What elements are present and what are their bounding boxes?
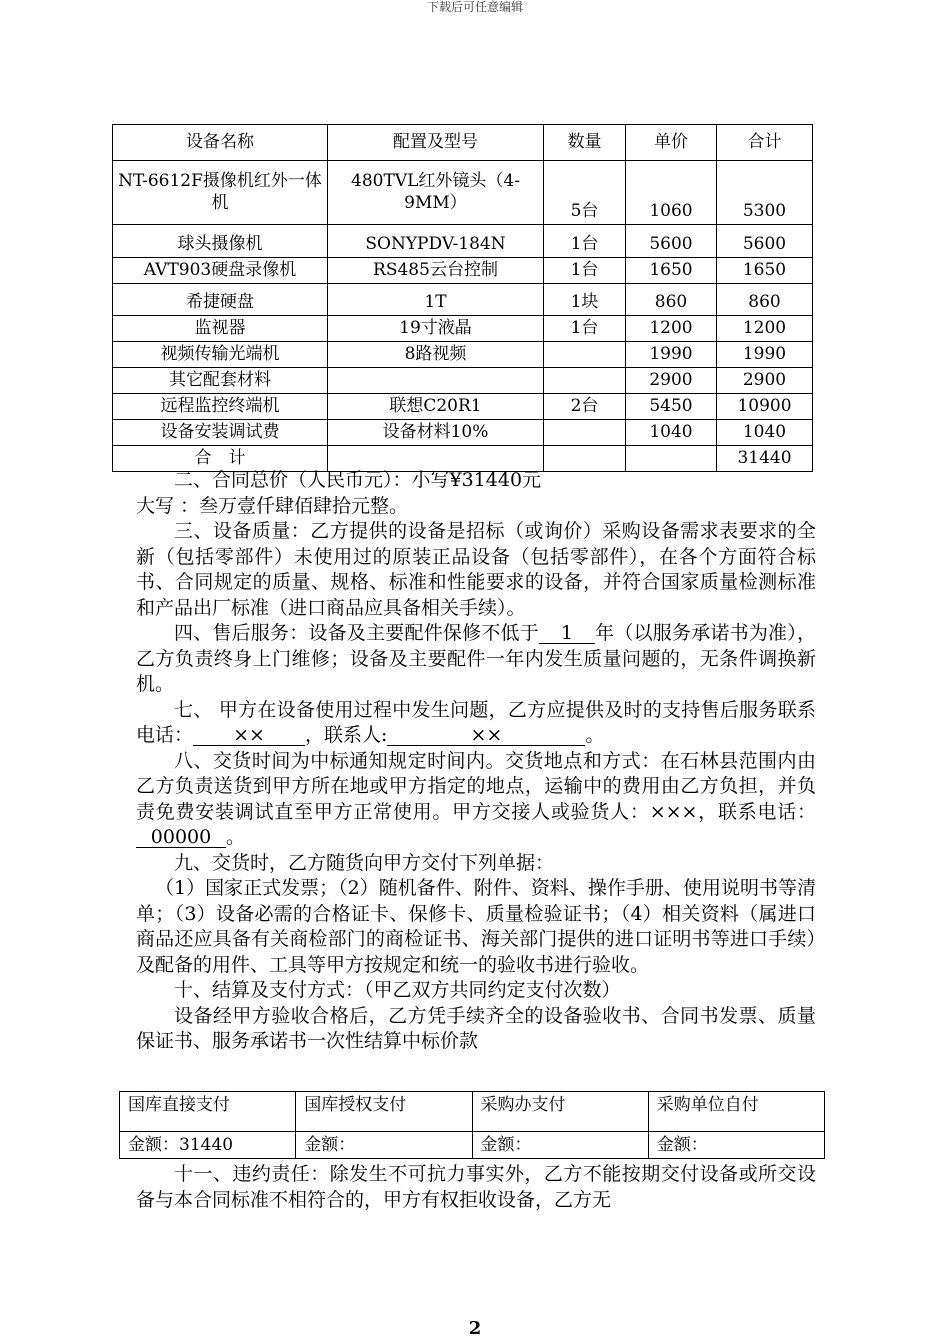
section-8-delivery [136, 749, 816, 851]
table-cell: 860 [626, 284, 717, 316]
table-cell: 10900 [717, 394, 813, 420]
payment-header-cell: 国库直接支付 [120, 1092, 296, 1132]
table-cell: 视频传输光端机 [113, 342, 328, 368]
contract-body-tail [136, 1162, 816, 1213]
table-cell: 5600 [626, 225, 717, 258]
section-9-title: 九、交货时，乙方随货向甲方交付下列单据： [174, 851, 555, 874]
section-10-body: 设备经甲方验收合格后，乙方凭手续齐全的设备验收书、合同书发票、质量保证书、服务承诺书一次性结算中标价款 [136, 1004, 816, 1052]
payment-header-cell: 采购办支付 [472, 1092, 648, 1132]
table-cell: 设备安装调试费 [113, 420, 328, 446]
section-3-quality: 三、设备质量：乙方提供的设备是招标（或询价）采购设备需求表要求的全新（包括零部件）未使用过的原装正品设备（包括零部件），在各个方面符合标书、合同规定的质量、规格、标准和性能要求的设备，并符合国家质量检测标准和产品出厂标准（进口商品应具备相关手续）。 [136, 520, 816, 619]
table-row [113, 420, 813, 446]
table-cell: 860 [717, 284, 813, 316]
section-4-service [136, 621, 816, 698]
section-11-liability: 十一、违约责任：除发生不可抗力事实外，乙方不能按期交付设备或所交设备与本合同标准不相符合的，甲方有权拒收设备，乙方无 [136, 1163, 816, 1211]
table-cell: 5600 [717, 225, 813, 258]
table-cell: 19寸液晶 [328, 316, 544, 342]
payment-amount-cell: 金额： [648, 1132, 824, 1159]
table-cell: 1990 [717, 342, 813, 368]
section-8-text-a: 八、交货时间为中标通知规定时间内。交货地点和方式：在石林县范围内由乙方负责送货到甲方所在地或甲方指定的地点，运输中的费用由乙方负担，并负责免费安装调试直至甲方正常使用。甲方交接人或验货人：×××，联系电话： [136, 749, 816, 823]
table-cell: 5300 [717, 161, 813, 225]
table-row [113, 161, 813, 225]
table-header-cell: 配置及型号 [328, 125, 544, 161]
table-cell: 1200 [717, 316, 813, 342]
section-7-text-b: ，联系人: [305, 724, 388, 746]
table-header-cell: 单价 [626, 125, 717, 161]
table-cell: 5台 [544, 161, 626, 225]
table-cell: 1T [328, 284, 544, 316]
table-cell: 球头摄像机 [113, 225, 328, 258]
table-cell: SONYPDV-184N [328, 225, 544, 258]
table-cell: 1台 [544, 225, 626, 258]
section-4-text-b: 年（以服务承诺书为准），乙方负责终身上门维修；设备及主要配件一年内发生质量问题的，无条件调换新机。 [136, 622, 816, 695]
table-cell: 1块 [544, 284, 626, 316]
table-cell: 1台 [544, 316, 626, 342]
table-cell: 监视器 [113, 316, 328, 342]
table-header-row [113, 125, 813, 161]
table-cell [544, 342, 626, 368]
table-cell: 合 计 [113, 446, 328, 472]
payment-amount-row [120, 1132, 825, 1159]
payment-amount-cell: 金额： [472, 1132, 648, 1159]
table-row [113, 342, 813, 368]
section-10-title: 十、结算及支付方式：（甲乙双方共同约定支付次数） [174, 979, 621, 1001]
table-cell: 希捷硬盘 [113, 284, 328, 316]
table-cell: 远程监控终端机 [113, 394, 328, 420]
support-phone-field: ×× [193, 725, 305, 746]
table-cell: 5450 [626, 394, 717, 420]
payment-table [119, 1091, 825, 1159]
table-header-cell: 设备名称 [113, 125, 328, 161]
table-cell: 1040 [717, 420, 813, 446]
table-cell: 设备材料10% [328, 420, 544, 446]
table-header-cell: 数量 [544, 125, 626, 161]
payment-amount-cell: 金额：31440 [120, 1132, 296, 1159]
payment-header-cell: 采购单位自付 [648, 1092, 824, 1132]
table-cell: AVT903硬盘录像机 [113, 258, 328, 284]
table-cell: 1650 [717, 258, 813, 284]
table-cell [328, 368, 544, 394]
page-number: 2 [468, 1318, 482, 1339]
table-cell: 8路视频 [328, 342, 544, 368]
receiver-phone-field: 00000 [136, 827, 226, 848]
table-row [113, 284, 813, 316]
payment-header-row [120, 1092, 825, 1132]
table-header-cell: 合计 [717, 125, 813, 161]
section-2-capital: 大写 ：叁万壹仟肆佰肆拾元整。 [136, 494, 409, 517]
equipment-table [112, 124, 813, 472]
section-4-text-a: 四、售后服务：设备及主要配件保修不低于 [174, 622, 539, 644]
table-cell: 480TVL红外镜头（4-9MM） [328, 161, 544, 225]
table-cell: 2900 [717, 368, 813, 394]
payment-header-cell: 国库授权支付 [296, 1092, 472, 1132]
section-7-text-c: 。 [585, 724, 605, 746]
section-7-support [136, 698, 816, 749]
table-cell: 1060 [626, 161, 717, 225]
table-cell: 1650 [626, 258, 717, 284]
table-cell: RS485云台控制 [328, 258, 544, 284]
table-cell: 1040 [626, 420, 717, 446]
table-cell: 1990 [626, 342, 717, 368]
section-7-text-a: 七、 甲方在设备使用过程中发生问题，乙方应提供及时的支持售后服务联系电话： [136, 698, 816, 746]
section-8-text-b: 。 [226, 826, 246, 848]
table-cell: 2台 [544, 394, 626, 420]
table-cell: 31440 [717, 446, 813, 472]
table-cell [544, 420, 626, 446]
table-cell: 2900 [626, 368, 717, 394]
contact-person-field: ×× [387, 725, 585, 746]
table-cell: 1台 [544, 258, 626, 284]
table-row [113, 394, 813, 420]
table-cell: 1200 [626, 316, 717, 342]
table-row [113, 368, 813, 394]
header-note: 下载后可任意编辑 [426, 0, 523, 14]
warranty-years-field: 1 [539, 623, 595, 644]
table-cell: 联想C20R1 [328, 394, 544, 420]
table-cell [544, 368, 626, 394]
table-cell: NT-6612F摄像机红外一体机 [113, 161, 328, 225]
table-row [113, 225, 813, 258]
table-cell: 其它配套材料 [113, 368, 328, 394]
section-2-price: 二、合同总价（人民币元）：小写¥31440元 [174, 469, 542, 491]
table-row [113, 316, 813, 342]
payment-amount-cell: 金额： [296, 1132, 472, 1159]
section-9-body: （1）国家正式发票；（2）随机备件、附件、资料、操作手册、使用说明书等清单；（3）设备必需的合格证卡、保修卡、质量检验证书；（4）相关资料（属进口商品还应具备有关商检部门的商检证书、海关部门提供的进口证明书等进口手续）及配备的用件、工具等甲方按规定和统一的验收书进行验收。 [136, 877, 816, 976]
contract-body [136, 468, 816, 1055]
table-row [113, 258, 813, 284]
